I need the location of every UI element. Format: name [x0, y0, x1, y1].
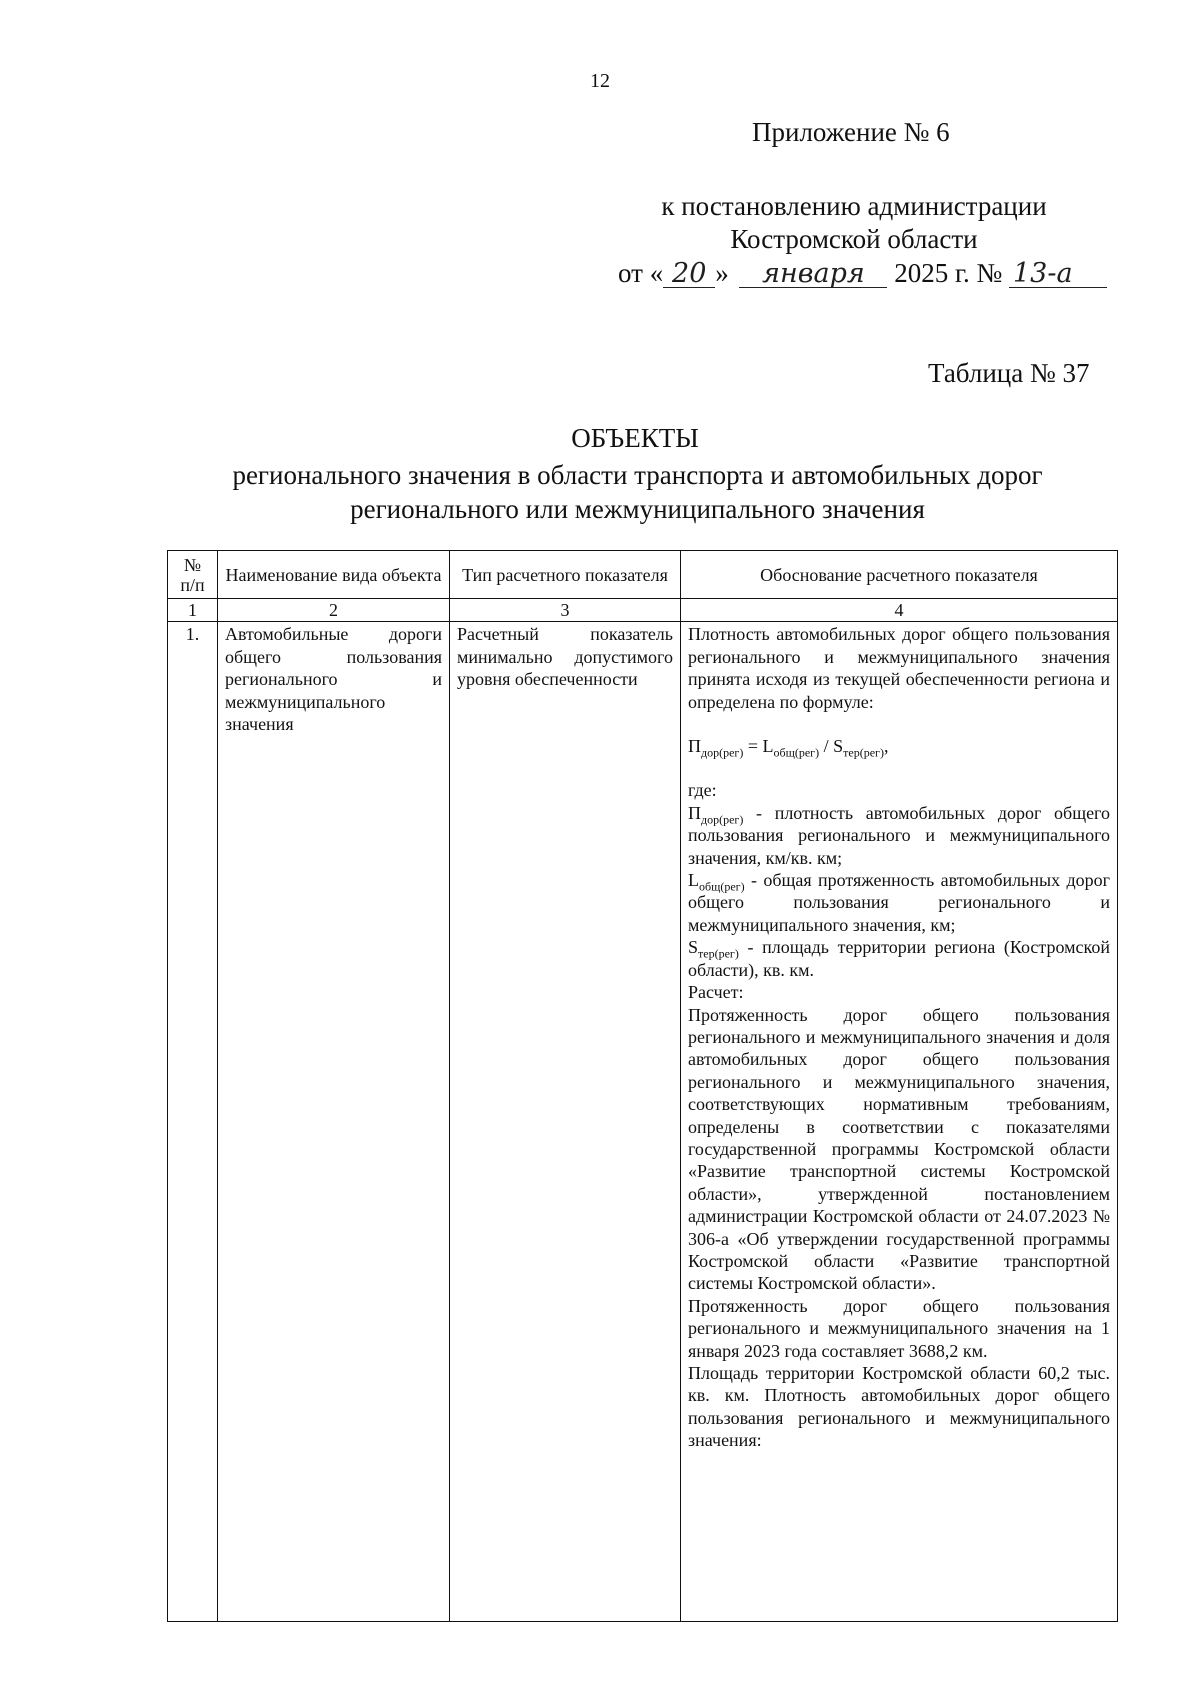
- col-number-2: 2: [218, 599, 450, 622]
- calculation-paragraph-2: Протяженность дорог общего пользования регионального и межмуниципального значения на 1 января 2023 года составляет 3688,2 км.: [688, 1295, 1110, 1361]
- decree-line-1: к постановлению администрации: [661, 191, 1047, 221]
- decree-line-2: Костромской области: [730, 224, 978, 254]
- handwritten-month: января: [739, 261, 887, 288]
- header-justification: Обоснование расчетного показателя: [681, 551, 1118, 599]
- handwritten-day: 20: [663, 261, 715, 288]
- date-mid: »: [715, 258, 729, 288]
- table-header-row: [168, 551, 1118, 599]
- calculation-paragraph-3: Площадь территории Костромской области 60,2 тыс. кв. км. Плотность автомобильных дорог общего пользования регионального и межмуниципального значения:: [688, 1363, 1110, 1451]
- density-formula: $П_{дор(рег)} = L_{общ(рег)} / S_{тер(рег)}$,: [688, 736, 889, 760]
- justification-intro: Плотность автомобильных дорог общего пользования регионального и межмуниципального значения принята исходя из текущей обеспеченности региона и определена по формуле:: [688, 624, 1110, 712]
- annex-label: Приложение № 6: [752, 117, 950, 147]
- decree-date-line: [618, 258, 1107, 289]
- decree-reference: [644, 190, 1064, 256]
- row-num: 1.: [168, 622, 218, 1622]
- handwritten-number: 13-а: [1009, 261, 1107, 288]
- col-number-3: 3: [450, 599, 681, 622]
- definition-density: $П_{дор(рег)}$ - плотность автомобильных дорог общего пользования регионального и межмуниципального значения, км/кв. км;: [688, 802, 1110, 868]
- header-name: Наименование вида объекта: [218, 551, 450, 599]
- col-number-4: 4: [681, 599, 1118, 622]
- row-justification: [681, 622, 1118, 1622]
- objects-table: [167, 550, 1118, 1622]
- date-prefix: от «: [618, 258, 664, 288]
- row-indicator-type: Расчетный показатель минимально допустимого уровня обеспеченности: [450, 622, 681, 1622]
- definition-length: $L_{общ(рег)}$ - общая протяженность автомобильных дорог общего пользования регионального и межмуниципального значения, км;: [688, 870, 1110, 935]
- definition-area: $S_{тер(рег)}$ - площадь территории региона (Костромской области), кв. км.: [688, 937, 1110, 980]
- header-num: № п/п: [168, 551, 218, 599]
- col-number-1: 1: [168, 599, 218, 622]
- calculation-paragraph-1: Протяженность дорог общего пользования регионального и межмуниципального значения и доля автомобильных дорог общего пользования регионального и межмуниципального значения, соответствующих нормативным требованиям, определены в соответствии с показателями государственной программы Костромской области «Развитие транспортной системы Костромской области», утвержденной постановлением администрации Костромской области от 24.07.2023 № 306-а «Об утверждении государственной программы Костромской области «Развитие транспортной системы Костромской области».: [688, 1004, 1110, 1294]
- calculation-label: Расчет:: [688, 982, 744, 1003]
- column-numbers-row: [168, 599, 1118, 622]
- date-year: 2025 г. №: [894, 258, 1003, 288]
- table-number: Таблица № 37: [928, 358, 1090, 388]
- document-subtitle: регионального значения в области транспорта и автомобильных дорог регионального или межмуниципального значения: [232, 460, 1043, 524]
- document-title: ОБЪЕКТЫ: [571, 423, 699, 453]
- page-number: 12: [590, 70, 610, 92]
- header-type: Тип расчетного показателя: [450, 551, 681, 599]
- table-row: [168, 622, 1118, 1622]
- where-label: где:: [688, 780, 717, 801]
- row-object-name: Автомобильные дороги общего пользования регионального и межмуниципального значения: [218, 622, 450, 1622]
